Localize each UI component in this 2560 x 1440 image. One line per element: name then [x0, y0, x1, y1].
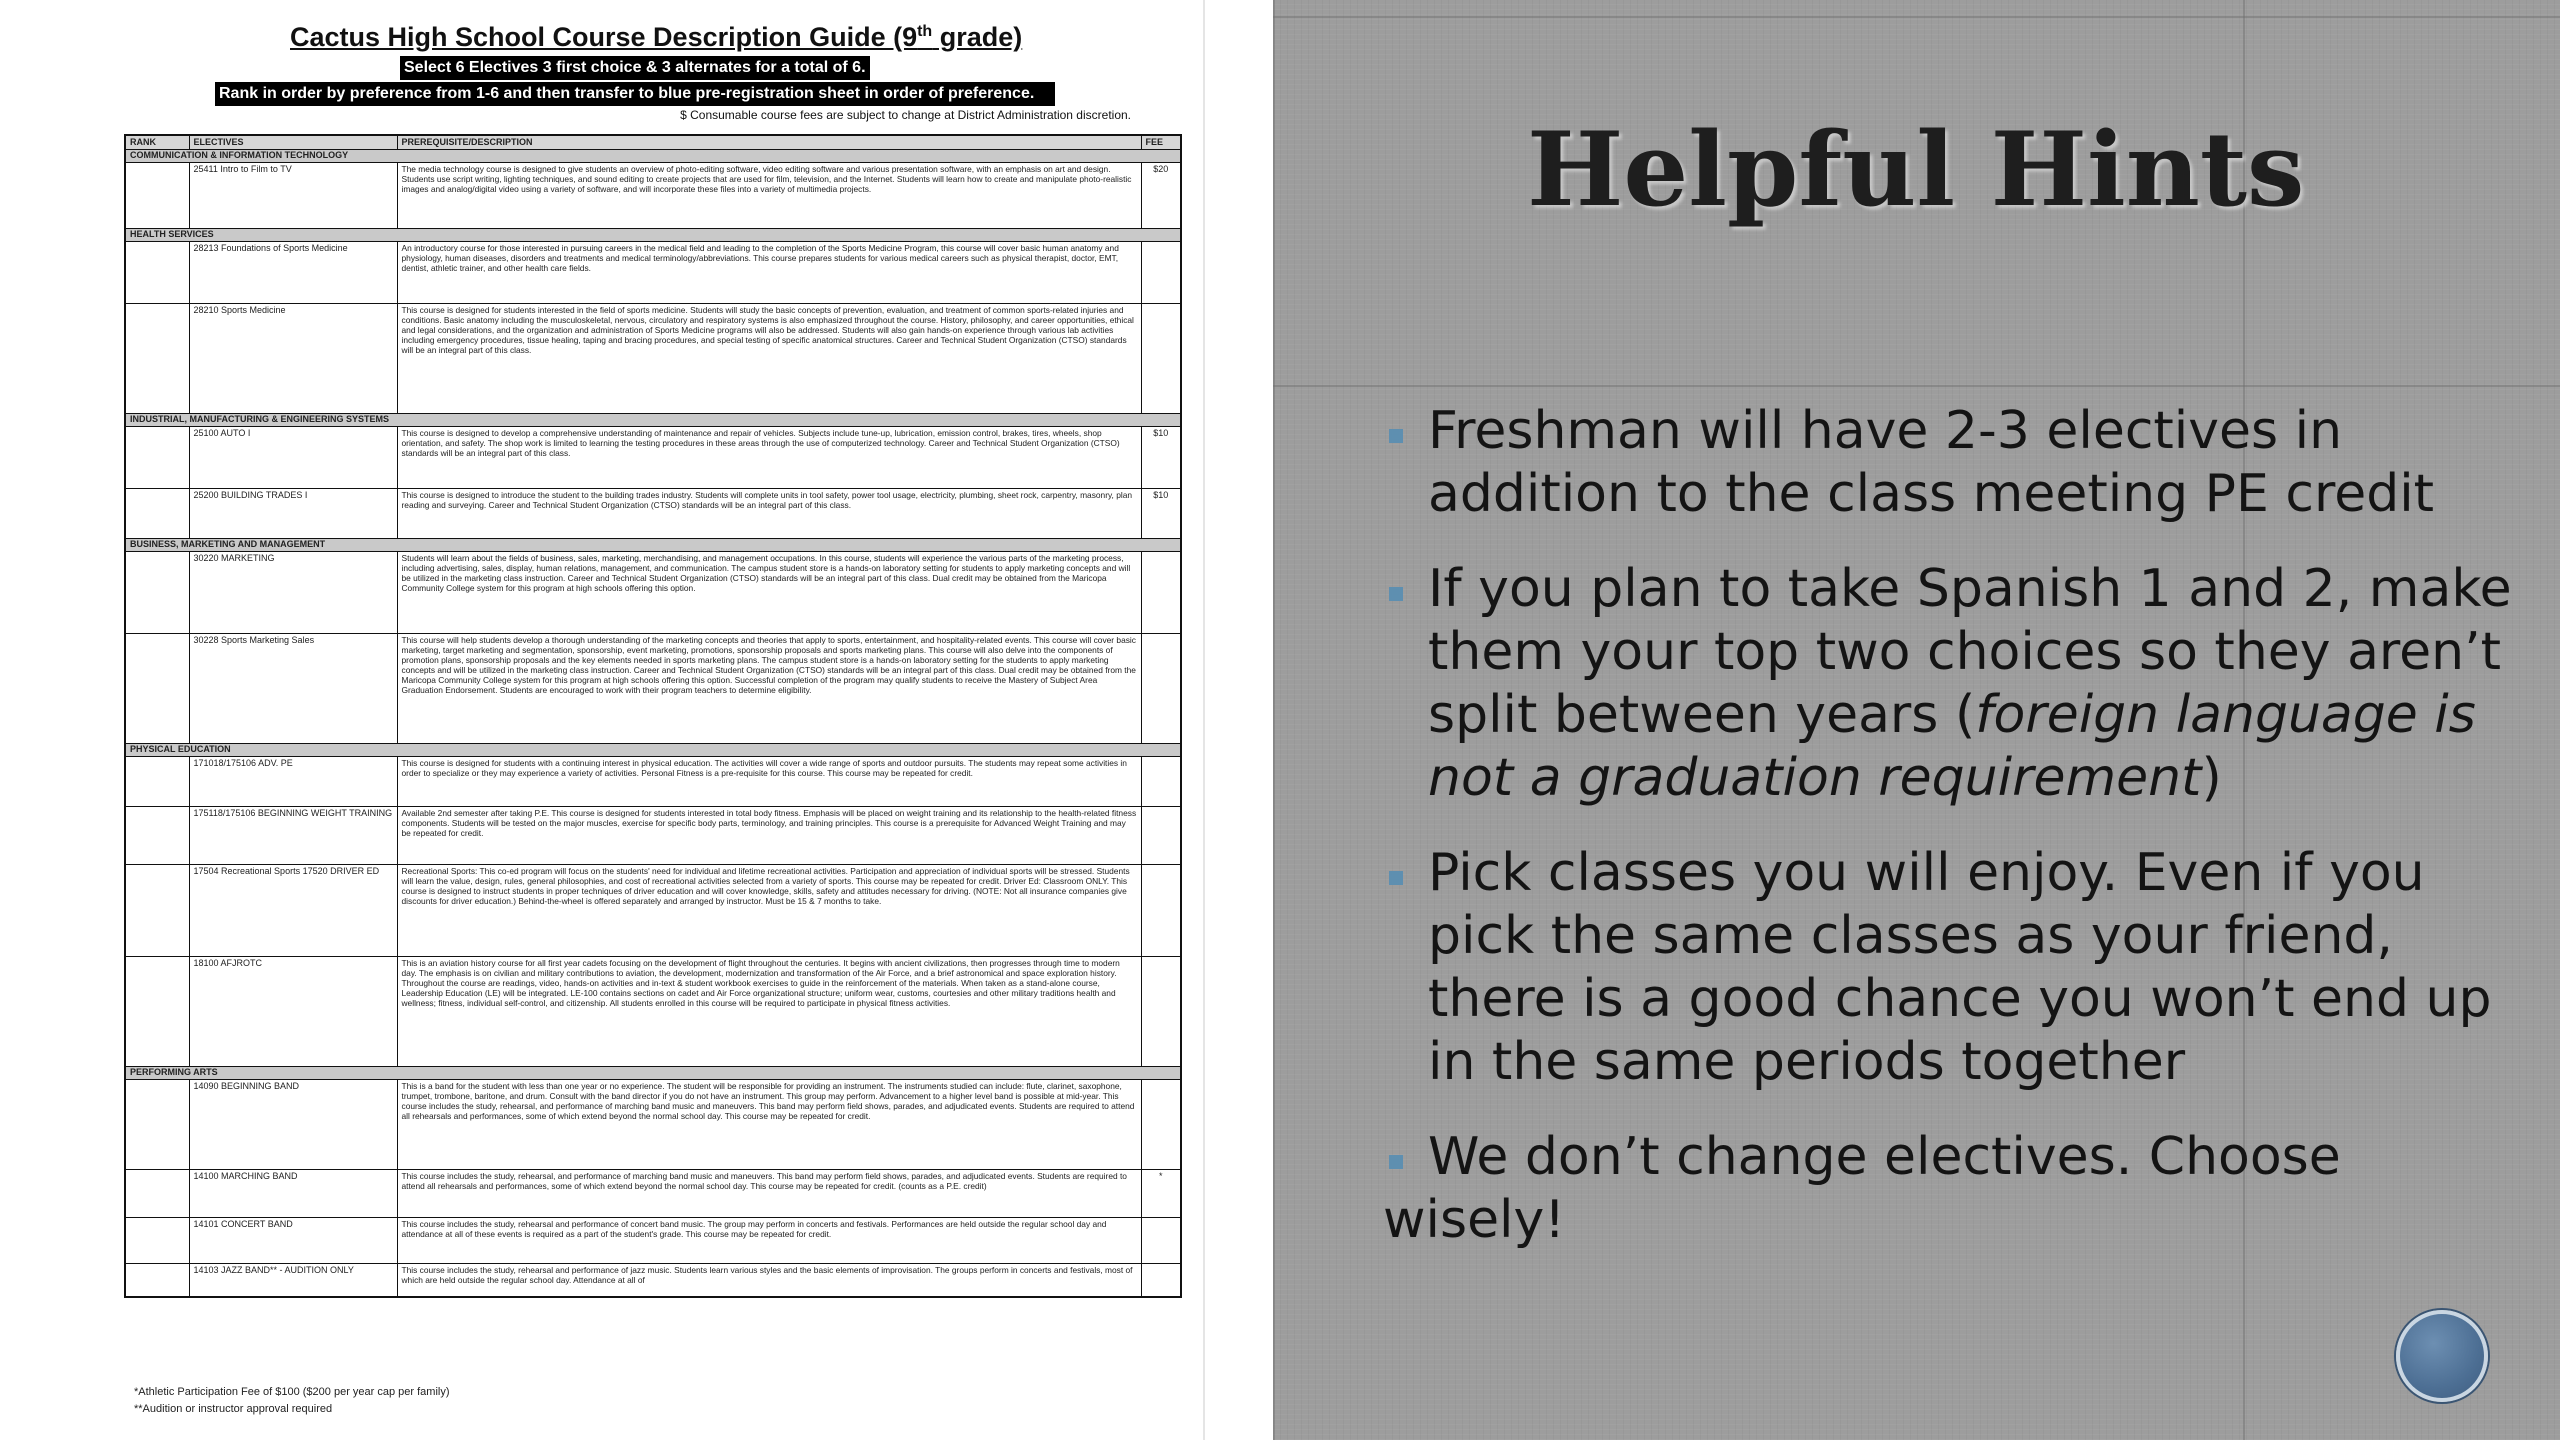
course-name: 14101 CONCERT BAND — [189, 1217, 397, 1263]
course-name: 175118/175106 BEGINNING WEIGHT TRAINING — [189, 806, 397, 864]
course-fee: $20 — [1141, 162, 1181, 228]
course-name: 18100 AFJROTC — [189, 956, 397, 1066]
table-row — [125, 864, 1181, 956]
course-fee: $10 — [1141, 426, 1181, 488]
rank-cell — [125, 1169, 189, 1217]
rank-cell — [125, 806, 189, 864]
helpful-hints-slide — [1273, 0, 2560, 1440]
bullet-square-icon — [1389, 1155, 1403, 1169]
course-description: This course is designed to develop a comprehensive understanding of maintenance and repair of vehicles. Subjects include tune-up, lubrication, emission control, brakes, tires, wheels, shop orientation, and safety. The shop work is limited to learning the testing procedures in these areas through the use of computerized technology. Career and Technical Student Organization (CTSO) standards will be an integral part of this class. — [397, 426, 1141, 488]
course-description: This course is designed for students interested in the field of sports medicine. Students will study the basic concepts of prevention, evaluation, and treatment of common sports-related injuries and conditions. Basic anatomy including the musculoskeletal, nervous, circulatory and respiratory systems is also emphasized throughout the course. History, philosophy, and career opportunities, ethical and legal considerations, and the organization and administration of Sports Medicine programs will also be addressed. Students will also gain hands-on experience through various lab activities including emergency procedures, tissue healing, taping and bracing procedures, and special testing of specific anatomical structures. Career and Technical Student Organization (CTSO) standards will be an integral part of this class. — [397, 303, 1141, 413]
document-title: Cactus High School Course Description Guide (9th grade) — [290, 22, 1023, 52]
course-guide-page — [0, 0, 1205, 1440]
course-description: An introductory course for those interested in pursuing careers in the medical field and leading to the completion of the Sports Medicine Program, this course will cover basic human anatomy and physiology, human diseases, disorders and treatments and medical terminology/abbreviations. This course prepares students for various medical careers such as physical therapist, doctor, EMT, dentist, athletic trainer, and other health care fields. — [397, 241, 1141, 303]
category-row — [125, 228, 1181, 241]
course-name: 25100 AUTO I — [189, 426, 397, 488]
rank-cell — [125, 864, 189, 956]
category-row — [125, 413, 1181, 426]
course-table — [124, 134, 1182, 1298]
course-name: 30220 MARKETING — [189, 551, 397, 633]
table-row — [125, 633, 1181, 743]
rank-cell — [125, 1079, 189, 1169]
course-description: Students will learn about the fields of business, sales, marketing, merchandising, and management occupations. In this course, students will experience the various parts of the marketing process, including advertising, sales, display, human relations, management, and communication. The campus student store is a hands-on laboratory setting for students to apply marketing concepts and will be utilized in the marketing class instruction. Career and Technical Student Organization (CTSO) standards will be an integral part of this class. Dual credit may be obtained from the Maricopa Community College system for this program at high schools offering this option. — [397, 551, 1141, 633]
course-fee — [1141, 1217, 1181, 1263]
slide-grid-line — [1273, 0, 1275, 1440]
rank-cell — [125, 162, 189, 228]
hint-item — [1383, 842, 2533, 1094]
course-name: 25411 Intro to Film to TV — [189, 162, 397, 228]
rank-cell — [125, 488, 189, 538]
hint-paren-open: ( — [1954, 685, 1976, 745]
bullet-square-icon — [1389, 587, 1403, 601]
table-row — [125, 1169, 1181, 1217]
header-description: PREREQUISITE/DESCRIPTION — [397, 135, 1141, 149]
course-name: 30228 Sports Marketing Sales — [189, 633, 397, 743]
course-name: 14100 MARCHING BAND — [189, 1169, 397, 1217]
course-fee — [1141, 956, 1181, 1066]
header-fee: FEE — [1141, 135, 1181, 149]
bullet-square-icon — [1389, 429, 1403, 443]
header-rank: RANK — [125, 135, 189, 149]
hint-text: If you plan to take Spanish 1 and 2, make them your top two choices so they aren’t split between years — [1428, 559, 2512, 745]
category-row — [125, 538, 1181, 551]
hint-paren-close: ) — [2201, 748, 2222, 808]
bullet-square-icon — [1389, 871, 1403, 885]
rank-cell — [125, 241, 189, 303]
slide-grid-line — [1273, 385, 2560, 387]
hint-item — [1383, 558, 2533, 810]
hint-text: Pick classes you will enjoy. Even if you pick the same classes as your friend, there is a good chance you won’t end up in the same periods together — [1428, 843, 2492, 1092]
slide-grid-line — [1273, 16, 2560, 18]
course-fee: $10 — [1141, 488, 1181, 538]
header-electives: ELECTIVES — [189, 135, 397, 149]
hint-text: We don’t change electives. Choose wisely! — [1383, 1127, 2341, 1250]
category-label: COMMUNICATION & INFORMATION TECHNOLOGY — [125, 149, 1181, 162]
course-fee — [1141, 551, 1181, 633]
table-row — [125, 303, 1181, 413]
course-table-body — [125, 149, 1181, 1297]
course-description: Recreational Sports: This co-ed program will focus on the students' need for individual and lifetime recreational activities. Participation and appreciation of individual sports will be stressed. Students will learn the value, design, rules, general philosophies, and cost of recreational activities selected from a variety of sports. This course may be repeated for credit. Driver Ed: Classroom ONLY. This course is designed to instruct students in proper techniques of driver education and will cover knowledge, skills, safety and attitudes necessary for driving. (NOTE: Not all insurance companies give discounts for driver education.) Behind-the-wheel is offered separately and arranged by instructor. Must be 15 & 7 months to take. — [397, 864, 1141, 956]
rank-cell — [125, 756, 189, 806]
rank-cell — [125, 551, 189, 633]
footnote-athletic-fee: *Athletic Participation Fee of $100 ($200 per year cap per family) — [134, 1386, 450, 1398]
course-fee — [1141, 1263, 1181, 1297]
category-label: BUSINESS, MARKETING AND MANAGEMENT — [125, 538, 1181, 551]
footnote-audition: **Audition or instructor approval required — [134, 1403, 333, 1415]
table-row — [125, 1079, 1181, 1169]
hint-italic-note: foreign language is not a graduation requirement — [1428, 685, 2476, 808]
course-fee — [1141, 633, 1181, 743]
course-fee — [1141, 303, 1181, 413]
category-label: PERFORMING ARTS — [125, 1066, 1181, 1079]
course-fee: * — [1141, 1169, 1181, 1217]
course-fee — [1141, 806, 1181, 864]
course-description: This course includes the study, rehearsal, and performance of marching band music and maneuvers. This band may perform field shows, parades, and adjudicated events. Students are required to attend all rehearsals and performances, some of which extend beyond the normal school day. This course may be repeated for credit. (counts as a P.E. credit) — [397, 1169, 1141, 1217]
course-fee — [1141, 241, 1181, 303]
slide-title: Helpful Hints — [1527, 110, 2305, 230]
category-label: PHYSICAL EDUCATION — [125, 743, 1181, 756]
course-name: 171018/175106 ADV. PE — [189, 756, 397, 806]
fee-note: $ Consumable course fees are subject to change at District Administration discretion. — [680, 108, 1131, 122]
category-label: INDUSTRIAL, MANUFACTURING & ENGINEERING SYSTEMS — [125, 413, 1181, 426]
course-description: This course is designed to introduce the student to the building trades industry. Students will complete units in tool safety, power tool usage, electricity, plumbing, sheet rock, carpentry, masonry, plan reading and surveying. Career and Technical Student Organization (CTSO) standards will be an integral part of this class. — [397, 488, 1141, 538]
course-fee — [1141, 1079, 1181, 1169]
slide-nav-button[interactable] — [2396, 1310, 2488, 1402]
instruction-line-1: Select 6 Electives 3 first choice & 3 alternates for a total of 6. — [400, 56, 870, 80]
course-description: Available 2nd semester after taking P.E. This course is designed for students interested in total body fitness. Emphasis will be placed on weight training and its relationship to the health-related fitness components. Students will be tested on the major muscles, exercise for specific body parts, terminology, and training principles. This course is a prerequisite for Advanced Weight Training and may be repeated for credit. — [397, 806, 1141, 864]
table-row — [125, 956, 1181, 1066]
course-description: The media technology course is designed to give students an overview of photo-editing software, video editing software and various presentation software, with an emphasis on art and design. Students use script writing, lighting techniques, and sound editing to create projects that are used for film, television, and the Internet. Students will learn how to create and manipulate photo-realistic images and analog/digital video using a variety of software, and will incorporate these files into a variety of multimedia projects. — [397, 162, 1141, 228]
course-description: This course is designed for students with a continuing interest in physical education. The activities will cover a wide range of sports and outdoor pursuits. The students may repeat some activities in order to specialize or they may experience a variety of activities. Personal Fitness is a pre-requisite for this course. This course may be repeated for credit. — [397, 756, 1141, 806]
rank-cell — [125, 1263, 189, 1297]
category-row — [125, 743, 1181, 756]
course-name: 25200 BUILDING TRADES I — [189, 488, 397, 538]
course-name: 28210 Sports Medicine — [189, 303, 397, 413]
course-description: This course includes the study, rehearsal and performance of jazz music. Students learn various styles and the basic elements of improvisation. The groups perform in concerts and festivals, most of which are held outside the regular school day. Attendance at all of — [397, 1263, 1141, 1297]
course-description: This is a band for the student with less than one year or no experience. The student will be responsible for providing an instrument. The instruments studied can include: flute, clarinet, saxophone, trumpet, trombone, baritone, and drum. Consult with the band director if you do not have an instrument. This group may perform. Advancement to a higher level band is possible at mid-year. This course includes the study, rehearsal, and performance of marching band music and maneuvers. This band may perform field shows, parades, and adjudicated events. Students are required to attend all rehearsals and performances, some of which extend beyond the normal school day. This course may be repeated for credit. — [397, 1079, 1141, 1169]
hint-item — [1383, 400, 2533, 526]
course-name: 14090 BEGINNING BAND — [189, 1079, 397, 1169]
hint-item — [1383, 1126, 2533, 1252]
table-row — [125, 806, 1181, 864]
table-row — [125, 426, 1181, 488]
table-row — [125, 162, 1181, 228]
table-row — [125, 1217, 1181, 1263]
course-name: 28213 Foundations of Sports Medicine — [189, 241, 397, 303]
rank-cell — [125, 426, 189, 488]
table-header-row — [125, 135, 1181, 149]
category-row — [125, 1066, 1181, 1079]
hints-list — [1383, 400, 2533, 1284]
course-fee — [1141, 864, 1181, 956]
category-label: HEALTH SERVICES — [125, 228, 1181, 241]
page-gap — [1205, 0, 1273, 1440]
table-row — [125, 1263, 1181, 1297]
course-description: This course will help students develop a thorough understanding of the marketing concepts and theories that apply to sports, entertainment, and hospitality-related events. This course will cover basic marketing, target marketing and segmentation, sponsorship, event marketing, promotions, sponsorship proposals and sports marketing plans. This course will also delve into the components of promotion plans, sponsorship proposals and the key elements needed in sports marketing plans. The campus student store is a hands-on laboratory setting for the students to apply marketing concepts and will be utilized in the marketing class instruction. Career and Technical Student Organization (CTSO) standards will be an integral part of this class. Dual credit may be obtained from the Maricopa Community College system for this program at high schools offering this option. Successful completion of the program may qualify students to receive the Mastery of Subject Area Graduation Endorsement. Students are encouraged to work with their program teachers to determine eligibility. — [397, 633, 1141, 743]
instruction-line-2: Rank in order by preference from 1-6 and then transfer to blue pre-registration sheet in order of preference. — [215, 82, 1055, 106]
table-row — [125, 488, 1181, 538]
rank-cell — [125, 1217, 189, 1263]
rank-cell — [125, 956, 189, 1066]
category-row — [125, 149, 1181, 162]
table-row — [125, 551, 1181, 633]
course-name: 17504 Recreational Sports 17520 DRIVER ED — [189, 864, 397, 956]
course-fee — [1141, 756, 1181, 806]
course-description: This course includes the study, rehearsal and performance of concert band music. The group may perform in concerts and festivals. Performances are held outside the regular school day and attendance at all of these events is required as a part of the student's grade. This course may be repeated for credit. — [397, 1217, 1141, 1263]
table-row — [125, 756, 1181, 806]
rank-cell — [125, 303, 189, 413]
course-name: 14103 JAZZ BAND** - AUDITION ONLY — [189, 1263, 397, 1297]
table-row — [125, 241, 1181, 303]
rank-cell — [125, 633, 189, 743]
hint-text: Freshman will have 2-3 electives in addition to the class meeting PE credit — [1428, 401, 2435, 524]
course-description: This is an aviation history course for all first year cadets focusing on the development of flight throughout the centuries. It begins with ancient civilizations, then progresses through time to modern day. The emphasis is on civilian and military contributions to aviation, the development, modernization and transformation of the Air Force, and a brief astronomical and space exploration history. Throughout the course are readings, video, hands-on activities and in-text & student workbook exercises to guide in the reinforcement of the materials. When taken as a stand-alone course, Leadership Education (LE) will be integrated. LE-100 contains sections on cadet and Air Force organizational structure; uniform wear, customs, courtesies and other military traditions health and wellness; fitness, individual self-control, and citizenship. All students enrolled in this course will be required to participate in physical fitness activities. — [397, 956, 1141, 1066]
